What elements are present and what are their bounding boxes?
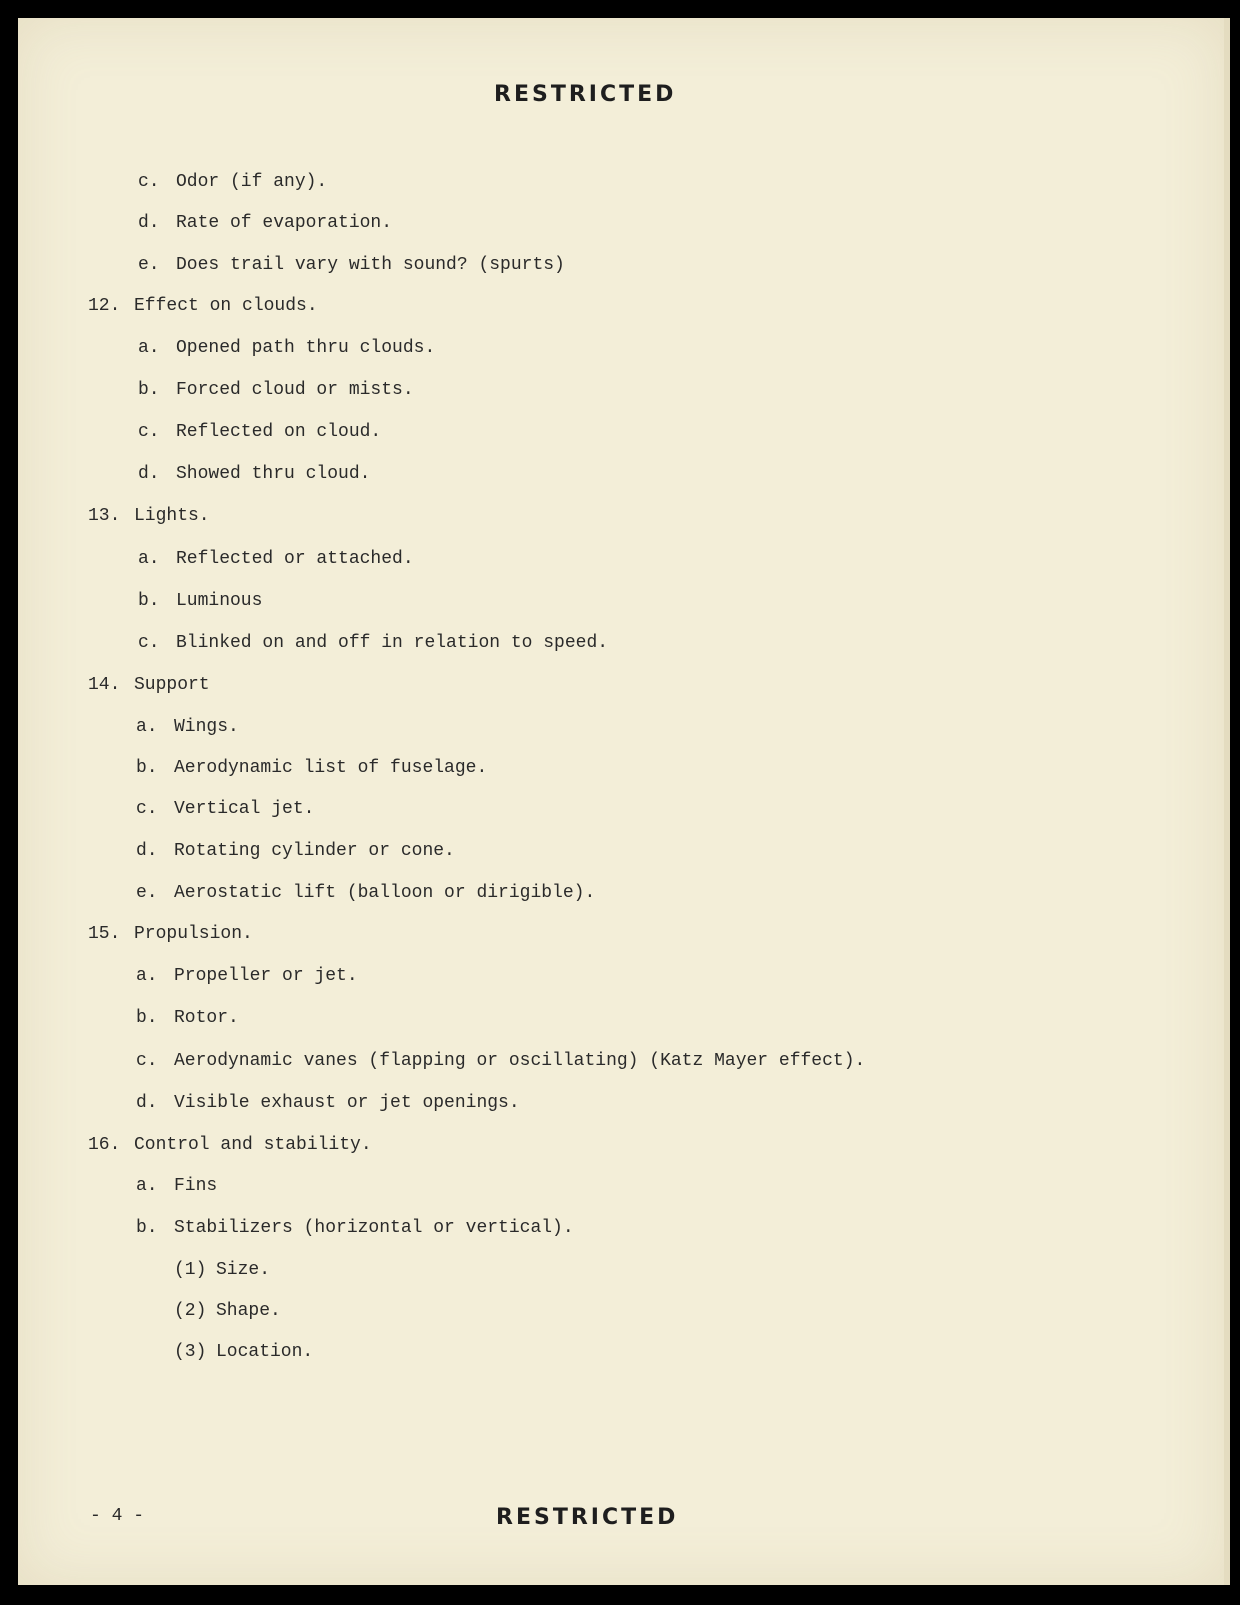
item-text: Blinked on and off in relation to speed. [176,633,609,653]
outline-item [138,254,565,276]
page-number: - 4 - [90,1506,145,1526]
section-number: 15. [88,924,121,944]
outline-item [136,1092,520,1114]
item-text: Opened path thru clouds. [176,338,436,358]
item-text: Showed thru cloud. [176,464,371,484]
item-marker: a. [136,966,158,986]
item-marker: b. [138,591,160,611]
subitem-marker: (3) [174,1342,207,1362]
item-text: Aerostatic lift (balloon or dirigible). [174,883,596,903]
item-marker: a. [138,338,160,358]
item-marker: c. [138,172,160,192]
section-title: Support [134,675,210,695]
subitem-text: Location. [216,1342,314,1362]
item-marker: d. [138,464,160,484]
item-marker: e. [138,255,160,275]
item-text: Fins [174,1176,218,1196]
item-marker: c. [136,1051,158,1071]
subitem-text: Shape. [216,1301,281,1321]
item-text: Rate of evaporation. [176,213,393,233]
section-number: 12. [88,296,121,316]
item-text: Does trail vary with sound? (spurts) [176,255,565,275]
item-marker: c. [138,422,160,442]
subitem-marker: (2) [174,1301,207,1321]
outline-subitem [174,1300,281,1322]
outline-item [138,212,392,234]
item-marker: e. [136,883,158,903]
subitem-marker: (1) [174,1260,207,1280]
outline-section [88,505,210,527]
outline-item [136,840,455,862]
item-text: Wings. [174,717,239,737]
item-text: Reflected or attached. [176,549,414,569]
item-text: Rotor. [174,1008,239,1028]
outline-item [138,379,414,401]
item-marker: b. [138,380,160,400]
outline-item [136,1007,239,1029]
item-marker: a. [136,717,158,737]
item-marker: d. [136,841,158,861]
outline-section [88,674,210,696]
item-text: Aerodynamic list of fuselage. [174,758,488,778]
outline-item [138,171,327,193]
outline-section [88,923,253,945]
item-marker: d. [138,213,160,233]
outline-item [138,548,414,570]
section-title: Propulsion. [134,924,253,944]
item-text: Rotating cylinder or cone. [174,841,455,861]
outline-item [138,421,381,443]
item-marker: c. [136,799,158,819]
item-text: Forced cloud or mists. [176,380,414,400]
item-text: Propeller or jet. [174,966,358,986]
section-title: Effect on clouds. [134,296,318,316]
outline-item [136,716,239,738]
item-text: Aerodynamic vanes (flapping or oscillating) (Katz Mayer effect). [174,1051,866,1071]
outline-item [136,882,595,904]
item-marker: b. [136,758,158,778]
outline-item [136,1175,217,1197]
item-text: Visible exhaust or jet openings. [174,1093,520,1113]
item-text: Odor (if any). [176,172,328,192]
item-text: Vertical jet. [174,799,315,819]
outline-item [138,590,262,612]
section-number: 13. [88,506,121,526]
item-marker: a. [138,549,160,569]
section-number: 14. [88,675,121,695]
item-marker: b. [136,1218,158,1238]
item-text: Stabilizers (horizontal or vertical). [174,1218,574,1238]
restricted-stamp-bottom: RESTRICTED [496,1505,679,1530]
document-page [18,18,1230,1585]
outline-item [138,337,435,359]
outline-item [138,463,370,485]
item-text: Luminous [176,591,263,611]
outline-item [136,757,487,779]
item-marker: c. [138,633,160,653]
outline-item [138,632,608,654]
item-marker: b. [136,1008,158,1028]
outline-item [136,1217,574,1239]
section-title: Control and stability. [134,1135,372,1155]
item-marker: d. [136,1093,158,1113]
subitem-text: Size. [216,1260,271,1280]
outline-item [136,965,358,987]
section-title: Lights. [134,506,210,526]
outline-subitem [174,1341,313,1363]
outline-section [88,1134,372,1156]
restricted-stamp-top: RESTRICTED [494,82,677,107]
outline-subitem [174,1259,270,1281]
item-text: Reflected on cloud. [176,422,382,442]
outline-section [88,295,318,317]
outline-item [136,1050,865,1072]
section-number: 16. [88,1135,121,1155]
item-marker: a. [136,1176,158,1196]
outline-item [136,798,314,820]
